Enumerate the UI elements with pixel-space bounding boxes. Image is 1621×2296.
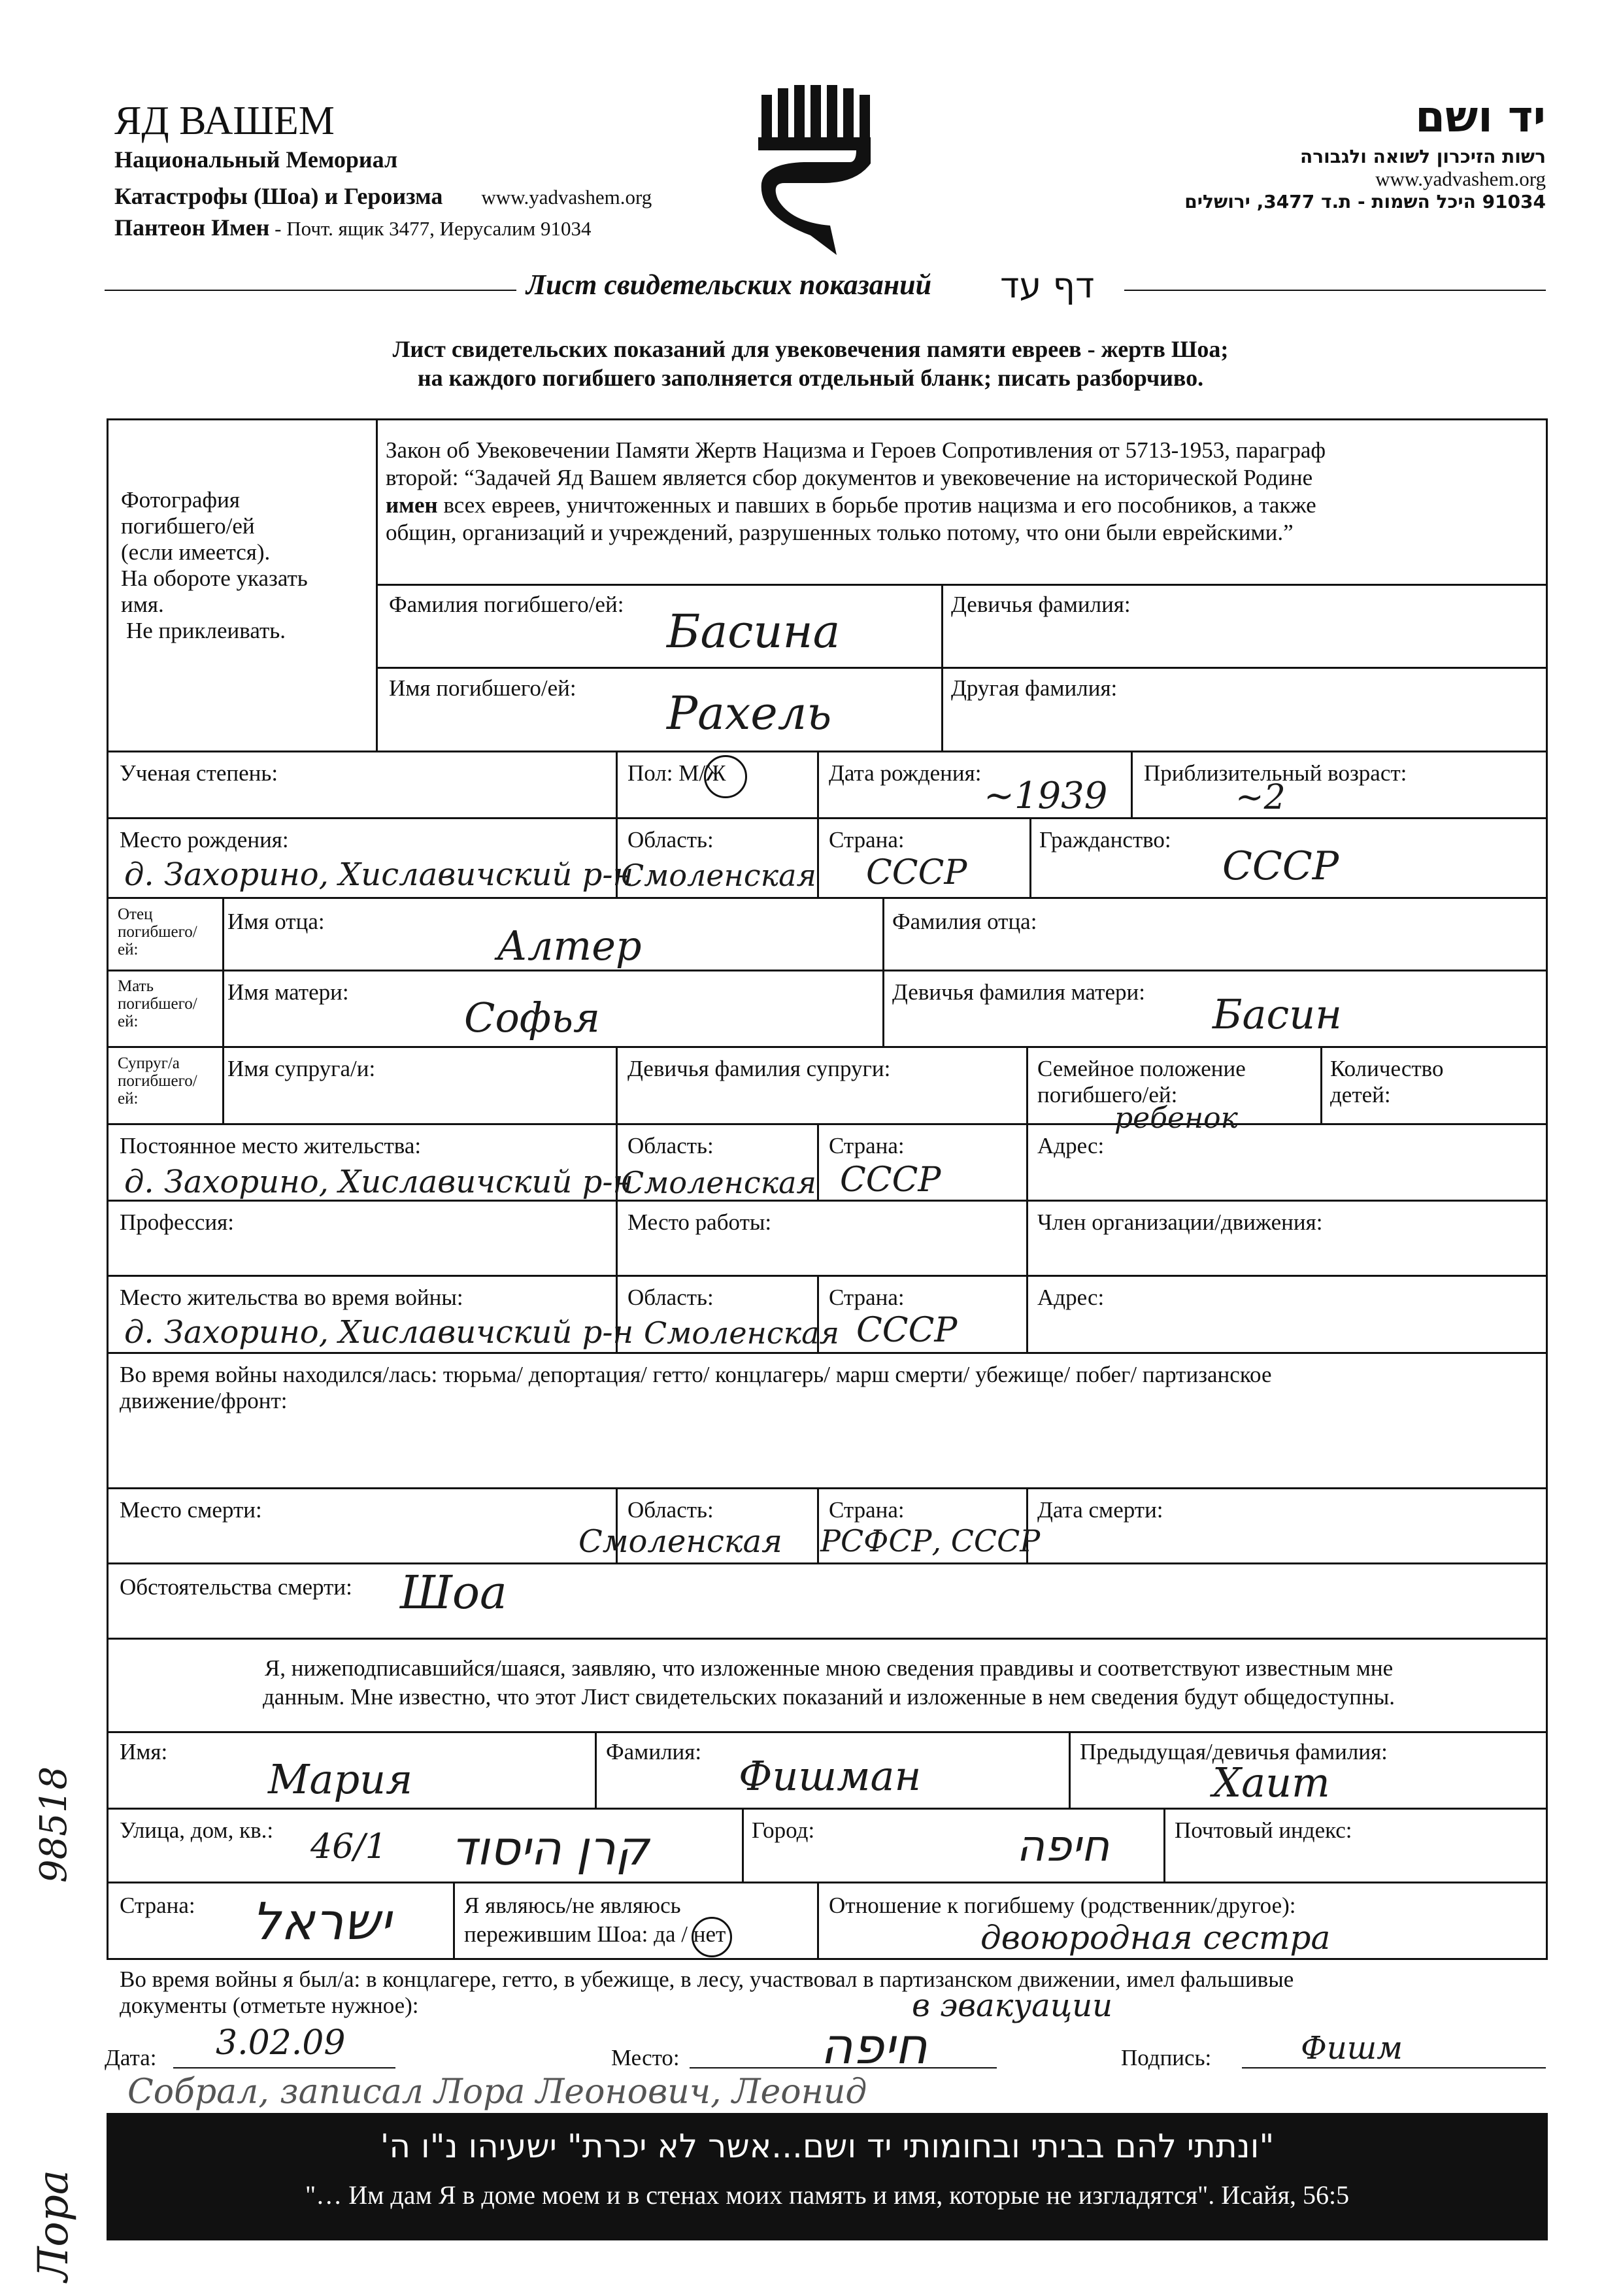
org-title-he: יד ושם bbox=[1415, 92, 1546, 142]
org-line2-row bbox=[114, 182, 652, 210]
war-residence-field[interactable]: д. Захорино, Хиславичский р-н bbox=[124, 1314, 634, 1351]
spouse-side-label: Супруг/а погибшего/ ей: bbox=[118, 1055, 197, 1107]
spouse-maiden-label: Девичья фамилия супруги: bbox=[627, 1056, 891, 1081]
submitter-surname-label: Фамилия: bbox=[606, 1739, 702, 1764]
residence-country-field[interactable]: СССР bbox=[840, 1160, 941, 1200]
marital-field[interactable]: ребенок bbox=[1114, 1102, 1238, 1135]
submitter-war-label: Во время войны я был/а: в концлагере, гетто, в убежище, в лесу, участвовал в партизанском движении, имел фальшивые документы (отметьте нужное): bbox=[120, 1967, 1294, 2018]
surname-field[interactable]: Басина bbox=[667, 605, 841, 658]
marital-label: Семейное положение погибшего/ей: bbox=[1037, 1056, 1246, 1107]
death-circumstances-field[interactable]: Шоа bbox=[400, 1566, 507, 1619]
title-rule-right bbox=[1124, 290, 1546, 291]
form-title-he: דף עד bbox=[1000, 265, 1095, 306]
mother-maiden-label: Девичья фамилия матери: bbox=[892, 979, 1145, 1005]
submitter-war-field[interactable]: в эвакуации bbox=[912, 1987, 1113, 2024]
instructions-line2: на каждого погибшего заполняется отдельный бланк; писать разборчиво. bbox=[417, 365, 1204, 391]
org-line3-bold: Пантеон Имен bbox=[114, 214, 270, 241]
residence-region-label: Область: bbox=[627, 1133, 714, 1158]
war-status-label: Во время войны находился/лась: тюрьма/ депортация/ гетто/ концлагерь/ марш смерти/ убежище/ побег/ партизанское движение/фронт: bbox=[120, 1362, 1272, 1413]
footer-russian-quote: "… Им дам Я в доме моем и в стенах моих память и имя, которые не изгладятся". Исайя, 56:5 bbox=[305, 2180, 1350, 2210]
city-field[interactable]: חיפה bbox=[1016, 1821, 1110, 1871]
war-country-field[interactable]: СССР bbox=[856, 1311, 958, 1350]
residence-field[interactable]: д. Захорино, Хиславичский р-н bbox=[124, 1164, 634, 1200]
margin-name: Лора bbox=[29, 2169, 78, 2282]
residence-label: Постоянное место жительства: bbox=[120, 1133, 422, 1158]
law-line: имен всех евреев, уничтоженных и павших в борьбе против нацизма и его пособников, а также bbox=[386, 492, 1316, 518]
birth-region-field[interactable]: Смоленская bbox=[621, 858, 816, 893]
org-line2: Катастрофы (Шоа) и Героизма bbox=[114, 183, 443, 209]
birthplace-label: Место рождения: bbox=[120, 827, 289, 853]
law-line: второй: “Задачей Яд Вашем является сбор документов и увековечение на исторической Родине bbox=[386, 465, 1313, 490]
father-name-field[interactable]: Алтер bbox=[497, 922, 642, 970]
org-line1: Национальный Мемориал bbox=[114, 146, 398, 173]
collector-note: Собрал, записал Лора Леонович, Леонид bbox=[127, 2072, 867, 2112]
residence-region-field[interactable]: Смоленская bbox=[621, 1165, 816, 1200]
war-region-label: Область: bbox=[627, 1285, 714, 1310]
relation-field[interactable]: двоюродная сестра bbox=[980, 1919, 1331, 1957]
war-residence-label: Место жительства во время войны: bbox=[120, 1285, 463, 1310]
signature-field[interactable]: Фишм bbox=[1301, 2030, 1403, 2067]
age-field[interactable]: ~2 bbox=[1235, 778, 1286, 817]
father-name-label: Имя отца: bbox=[227, 909, 325, 934]
org-he-line3: 91034 היכל השמות - ת.ד 3477, ירושלים bbox=[1184, 191, 1546, 212]
frame-right bbox=[1546, 418, 1548, 1958]
photo-box-line: Не приклеивать. bbox=[126, 618, 286, 643]
war-address-label: Адрес: bbox=[1037, 1285, 1105, 1310]
frame-left bbox=[107, 418, 109, 1958]
street-name-field[interactable]: קרן היסוד bbox=[451, 1821, 650, 1876]
place-label: Место: bbox=[611, 2045, 680, 2070]
photo-box-line: (если имеется). bbox=[121, 539, 271, 565]
city-label: Город: bbox=[752, 1817, 815, 1843]
yad-vashem-logo-icon bbox=[758, 85, 876, 255]
member-label: Член организации/движения: bbox=[1037, 1209, 1323, 1235]
org-he-website: www.yadvashem.org bbox=[1375, 167, 1546, 190]
declaration-line: Я, нижеподписавшийся/шаяся, заявляю, что изложенные мною сведения правдивы и соответствуют известным мне bbox=[264, 1655, 1394, 1681]
submitter-surname-field[interactable]: Фишман bbox=[739, 1752, 922, 1800]
citizenship-field[interactable]: СССР bbox=[1222, 843, 1339, 889]
date-label: Дата: bbox=[105, 2045, 157, 2070]
photo-box-line: погибшего/ей bbox=[121, 513, 255, 539]
mother-name-field[interactable]: Софья bbox=[464, 994, 601, 1041]
submitter-country-label: Страна: bbox=[120, 1893, 195, 1918]
death-date-label: Дата смерти: bbox=[1037, 1497, 1163, 1523]
form-title: Лист свидетельских показаний bbox=[526, 269, 932, 301]
footer-band bbox=[107, 2113, 1548, 2240]
maiden-label: Девичья фамилия: bbox=[951, 592, 1131, 617]
footer-hebrew-quote: "ונתתי להם בביתי ובחומותי יד ושם...אשר לא יכרת" ישעיהו נ"ו ה' bbox=[380, 2127, 1275, 2165]
declaration bbox=[120, 1654, 1538, 1712]
org-line3-rest: - Почт. ящик 3477, Иерусалим 91034 bbox=[269, 217, 592, 240]
submitter-prev-label: Предыдущая/девичья фамилия: bbox=[1080, 1739, 1388, 1764]
photo-box bbox=[121, 487, 308, 644]
survivor-options[interactable]: да / нет bbox=[654, 1921, 726, 1947]
instructions-line1: Лист свидетельских показаний для увековечения памяти евреев - жертв Шоа; bbox=[392, 336, 1229, 362]
death-country-field[interactable]: РСФСР, СССР bbox=[820, 1523, 1041, 1559]
submitter-country-field[interactable]: ישראל bbox=[252, 1893, 392, 1951]
header-right bbox=[1184, 92, 1546, 212]
law-line: Закон об Увековечении Памяти Жертв Нацизма и Героев Сопротивления от 5713-1953, параграф bbox=[386, 437, 1326, 463]
street-label: Улица, дом, кв.: bbox=[120, 1817, 274, 1843]
org-title: ЯД ВАШЕМ bbox=[114, 99, 335, 143]
date-underline bbox=[173, 2067, 395, 2068]
org-he-line1: רשות הזיכרון לשואה ולגבורה bbox=[1300, 146, 1546, 167]
photo-box-line: На обороте указать bbox=[121, 566, 308, 591]
instructions bbox=[0, 335, 1621, 392]
residence-country-label: Страна: bbox=[829, 1133, 905, 1158]
other-name-label: Другая фамилия: bbox=[951, 675, 1118, 701]
workplace-label: Место работы: bbox=[627, 1209, 772, 1235]
surname-label: Фамилия погибшего/ей: bbox=[389, 592, 624, 617]
submitter-prev-field[interactable]: Хаит bbox=[1212, 1759, 1330, 1806]
law-text bbox=[386, 437, 1326, 547]
margin-number: 98518 bbox=[33, 1766, 75, 1883]
declaration-line: данным. Мне известно, что этот Лист свидетельских показаний и изложенные в нем сведения будут общедоступны. bbox=[263, 1684, 1395, 1710]
birthplace-field[interactable]: д. Захорино, Хиславичский р-н bbox=[124, 856, 634, 893]
degree-label: Ученая степень: bbox=[120, 760, 278, 786]
mother-side-label: Мать погибшего/ ей: bbox=[118, 977, 197, 1030]
death-region-field[interactable]: Смоленская bbox=[578, 1523, 782, 1560]
war-region-field[interactable]: Смоленская bbox=[644, 1315, 839, 1351]
street-number-field[interactable]: 46/1 bbox=[310, 1827, 387, 1866]
relation-label: Отношение к погибшему (родственник/другое): bbox=[829, 1893, 1296, 1918]
war-country-label: Страна: bbox=[829, 1285, 905, 1310]
survivor-selected-circle[interactable] bbox=[692, 1917, 732, 1957]
sex-label: Пол: М/Ж bbox=[627, 760, 726, 786]
signature-label: Подпись: bbox=[1121, 2045, 1212, 2070]
death-country-label: Страна: bbox=[829, 1497, 905, 1523]
profession-label: Профессия: bbox=[120, 1209, 234, 1235]
first-name-label: Имя погибшего/ей: bbox=[389, 675, 577, 701]
org-website: www.yadvashem.org bbox=[481, 186, 652, 209]
signature-underline bbox=[1242, 2067, 1546, 2068]
age-label: Приблизительный возраст: bbox=[1144, 760, 1407, 786]
birth-region-label: Область: bbox=[627, 827, 714, 853]
place-field[interactable]: חיפה bbox=[820, 2017, 927, 2075]
birth-country-label: Страна: bbox=[829, 827, 905, 853]
residence-address-label: Адрес: bbox=[1037, 1133, 1105, 1158]
citizenship-label: Гражданство: bbox=[1039, 827, 1171, 853]
zip-label: Почтовый индекс: bbox=[1175, 1817, 1352, 1843]
birthdate-field[interactable]: ~1939 bbox=[984, 775, 1108, 817]
law-line: общин, организаций и учреждений, разрушенных только потому, что они были еврейскими.” bbox=[386, 520, 1294, 545]
mother-name-label: Имя матери: bbox=[227, 979, 349, 1005]
frame-top bbox=[107, 418, 1548, 420]
death-region-label: Область: bbox=[627, 1497, 714, 1523]
submitter-name-field[interactable]: Мария bbox=[268, 1755, 413, 1803]
photo-box-line: Фотография bbox=[121, 487, 240, 513]
birth-country-field[interactable]: СССР bbox=[866, 853, 967, 892]
submitter-name-label: Имя: bbox=[120, 1739, 168, 1764]
death-place-label: Место смерти: bbox=[120, 1497, 262, 1523]
survivor-label: Я являюсь/не являюсь пережившим Шоа: да / нет bbox=[464, 1893, 726, 1947]
children-label: Количество детей: bbox=[1330, 1056, 1444, 1107]
sex-selected-circle[interactable] bbox=[704, 755, 747, 798]
father-side-label: Отец погибшего/ ей: bbox=[118, 905, 197, 958]
org-line3-row bbox=[114, 214, 652, 241]
photo-box-line: имя. bbox=[121, 592, 164, 617]
father-surname-label: Фамилия отца: bbox=[892, 909, 1037, 934]
mother-maiden-field[interactable]: Басин bbox=[1212, 990, 1343, 1038]
birthdate-label: Дата рождения: bbox=[829, 760, 982, 786]
first-name-field[interactable]: Рахель bbox=[667, 686, 832, 740]
death-circumstances-label: Обстоятельства смерти: bbox=[120, 1574, 352, 1600]
date-field[interactable]: 3.02.09 bbox=[216, 2023, 346, 2063]
title-rule-left bbox=[105, 290, 516, 291]
header-left bbox=[114, 98, 652, 241]
spouse-name-label: Имя супруга/и: bbox=[227, 1056, 376, 1081]
